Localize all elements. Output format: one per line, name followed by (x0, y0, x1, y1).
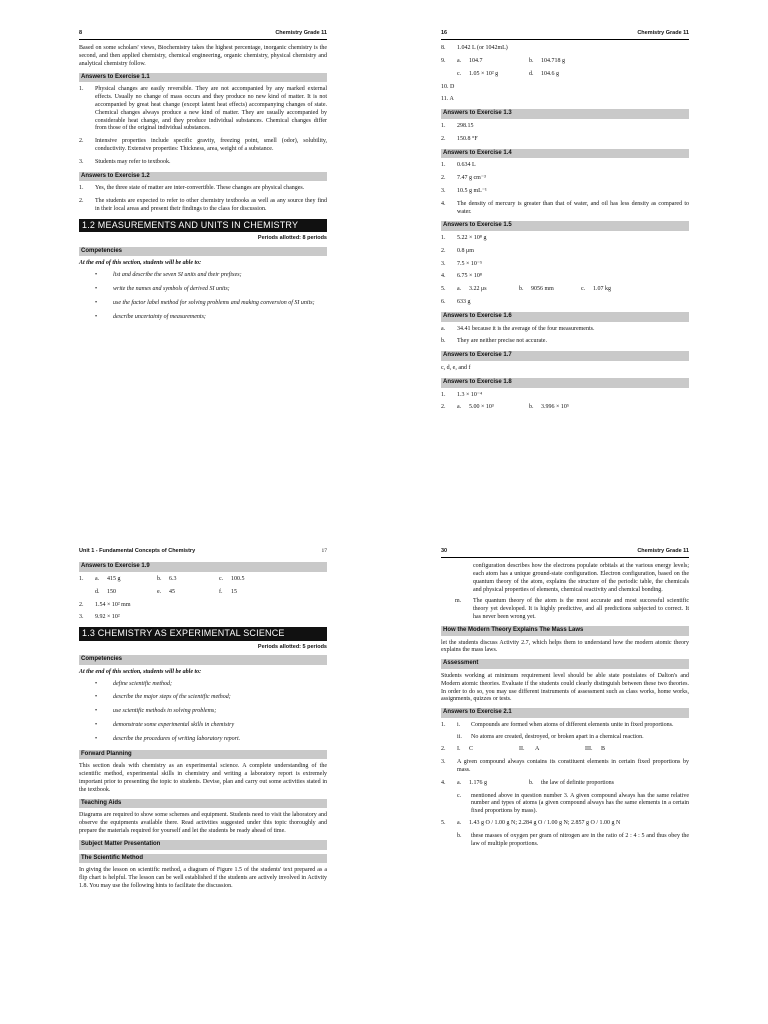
page-number: 30 (441, 548, 448, 554)
section-title: 1.2 MEASUREMENTS AND UNITS IN CHEMISTRY (79, 219, 327, 233)
answers-heading: Answers to Exercise 1.7 (441, 351, 689, 361)
answer-item: 4. 6.75 × 10⁸ (441, 273, 482, 280)
answer-item: 1. 5.22 × 10⁸ g (441, 235, 487, 242)
answer-item: 10. D (441, 83, 455, 90)
page-header (79, 30, 327, 40)
bullet-item: • describe the major steps of the scientific method; (95, 694, 231, 701)
answer-item: 4. a. 1.176 g b. the law of definite proportions (441, 779, 614, 786)
answer-item: 1. a. 415 g b. 6.3 c. 100.5 (79, 575, 245, 582)
answer-item: d. 150 e. 45 f. 15 (95, 588, 237, 595)
bullet-item: • write the names and symbols of derived SI units; (95, 285, 230, 292)
answer-item: 2. 7.47 g cm⁻³ (441, 175, 486, 182)
answer-item: c. 1.05 × 10² g d. 104.6 g (457, 70, 559, 77)
page-30 (441, 548, 689, 852)
answer-item: b. these masses of oxygen per gram of nitrogen are in the ratio of 2 : 4 : 5 and thus obey the law of multiple proportions. (457, 832, 689, 847)
forward-planning-heading: Forward Planning (79, 750, 327, 760)
answers-heading: Answers to Exercise 1.5 (441, 221, 689, 231)
bullet-item: • define scientific method; (95, 680, 172, 687)
answer-item: 3. A given compound always contains its constituent elements in certain fixed proportions by mass. (441, 759, 689, 774)
answer-item: 2. a. 5.00 × 10³ b. 3.996 × 10⁵ (441, 404, 569, 411)
answer-item: 5. a. 1.43 g O / 1.00 g N; 2.284 g O / 1.00 g N; 2.857 g O / 1.00 g N (441, 820, 621, 827)
bullet-icon: • (95, 680, 98, 687)
answer-item: 2. 0.8 μm (441, 247, 474, 254)
answer-item: 3. 7.5 × 10⁻⁵ (441, 260, 483, 267)
answer-item: 1. Physical changes are easily reversible. They are not accompanied by any marked external effects. Usually no change of mass occurs and they produce no new kind of matter. It is not accompanied by great heat change (except latent heat effects) accompanying changes of state. Chemical changes always produce a new kind of matter. They are usually accompanied by considerable heat change, and they produce individual substances. Chemical changes differ from those of the original individual substances. (79, 86, 327, 132)
answers-heading: Answers to Exercise 1.3 (441, 109, 689, 119)
answer-item: 3. Students may refer to textbook. (79, 158, 171, 165)
periods-allotted: Periods allotted: 5 periods (257, 643, 327, 650)
answer-item: 3. 9.92 × 10² (79, 614, 120, 621)
bullet-item: • list and describe the seven SI units and their prefixes; (95, 272, 242, 279)
competencies-heading: Competencies (79, 655, 327, 665)
answer-item: 2. The students are expected to refer to other chemistry textbooks as well as any source they find in their local areas and present their findings to the class for discussion. (79, 198, 327, 212)
running-head: Unit 1 - Fundamental Concepts of Chemistry (79, 548, 196, 554)
answer-item: m. The quantum theory of the atom is the most accurate and most successful scientific theory yet developed. It is highly predictive, and all predictions subjected to correct. It has never been wrong yet. (455, 598, 689, 620)
answer-item: 2. 150.8 °F (441, 135, 478, 142)
bullet-item: • describe the procedures of writing laboratory report. (95, 735, 241, 742)
page-17 (79, 548, 327, 895)
assessment-heading: Assessment (441, 659, 689, 669)
competencies-heading: Competencies (79, 247, 327, 257)
bullet-item: • use the factor label method for solving problems and making conversion of SI units; (95, 299, 315, 306)
answers-heading: Answers to Exercise 1.1 (79, 73, 327, 83)
answer-item: 1. 0.634 L (441, 162, 476, 169)
answers-heading: Answers to Exercise 1.8 (441, 378, 689, 388)
page-number: 16 (441, 30, 448, 36)
answer-item: 1. Yes, the three state of matter are inter-convertible. These changes are physical changes. (79, 185, 305, 192)
section-title: 1.3 CHEMISTRY AS EXPERIMENTAL SCIENCE (79, 627, 327, 641)
answer-item: 8. 1.042 L (or 1042mL) (441, 45, 508, 52)
answer-item: c, d, e, and f (441, 365, 471, 372)
bullet-icon: • (95, 285, 98, 292)
answer-item: a. 34.41 because it is the average of the four measurements. (441, 325, 595, 332)
scientific-method-heading: The Scientific Method (79, 854, 327, 864)
forward-planning-text: This section deals with chemistry as an experimental science. A complete understanding of the scientific method, experimental skills in chemistry and writing a laboratory report is extremely important prior to presenting the topic to students. Devise, plan and carry out some activities stated in the textbook. (79, 763, 327, 793)
answer-item: b. They are neither precise not accurate. (441, 338, 547, 345)
answers-heading: Answers to Exercise 1.6 (441, 312, 689, 322)
answer-item: 3. 10.5 g mL⁻¹ (441, 187, 487, 194)
bullet-icon: • (95, 694, 98, 701)
periods-allotted: Periods allotted: 8 periods (257, 235, 327, 242)
page-header (441, 30, 689, 40)
bullet-icon: • (95, 299, 98, 306)
answer-item: 4. The density of mercury is greater than that of water, and oil has less density as compared to water. (441, 200, 689, 215)
answer-item: 2. Intensive properties include specific gravity, freezing point, smell (odor), solubility, conductivity. Extensive properties: Thickness, area, weight of a substance. (79, 138, 327, 152)
bullet-item: • use scientific methods in solving problems; (95, 708, 217, 715)
bullet-item: • describe uncertainty of measurements; (95, 313, 206, 320)
answers-heading: Answers to Exercise 1.4 (441, 149, 689, 159)
page-header (441, 548, 689, 558)
answer-item: 1. 298.15 (441, 122, 474, 129)
answer-item: 1. i. Compounds are formed when atoms of different elements unite in fixed proportions. ii. No atoms are created, destroyed, or broken apart in a chemical reaction. (441, 721, 674, 740)
running-head: Chemistry Grade 11 (637, 30, 689, 36)
subject-matter-heading: Subject Matter Presentation (79, 840, 327, 850)
competencies-intro: At the end of this section, students will be able to: (79, 668, 202, 675)
answers-heading: Answers to Exercise 1.9 (79, 562, 327, 572)
answer-item: 2. 1.54 × 10² mm (79, 601, 131, 608)
answer-item: 2. I. C II. A III. B (441, 746, 606, 753)
page-8 (79, 30, 327, 327)
page-header (79, 548, 327, 557)
answer-item: 1. 1.3 × 10⁻⁴ (441, 391, 483, 398)
competencies-intro: At the end of this section, students will be able to: (79, 260, 202, 267)
answer-item: 11. A (441, 96, 454, 103)
answer-item: 6. 633 g (441, 299, 471, 306)
scientific-method-text: In giving the lesson on scientific method, a diagram of Figure 1.5 of the students' text prepared as a flip chart is helpful. The lesson can be well established if the students are actively involved in Activity 1.8. You may use the following hints to facilitate the discussion. (79, 867, 327, 889)
answers-heading: Answers to Exercise 2.1 (441, 708, 689, 718)
answers-heading: Answers to Exercise 1.2 (79, 172, 327, 182)
page-number: 8 (79, 30, 83, 36)
page-16 (441, 30, 689, 417)
answer-item: 5. a. 3.22 μs b. 9056 mm c. 1.07 kg (441, 286, 611, 293)
answer-item: c. mentioned above in question number 3. A given compound always has the same relative number and types of atoms (a given compound always has the same elements in a certain fixed proportions by mass). (457, 792, 689, 815)
teaching-aids-heading: Teaching Aids (79, 799, 327, 809)
bullet-icon: • (95, 735, 98, 742)
bullet-icon: • (95, 721, 98, 728)
bullet-item: • demonstrate some experimental skills in chemistry (95, 721, 235, 728)
answer-item: 9. a. 104.7 b. 104.718 g (441, 57, 565, 64)
bullet-icon: • (95, 708, 98, 715)
teaching-aids-text: Diagrams are required to show some schemes and equipment. Students need to visit the laboratory and observe the equipments available there. Read activities suggested under this topic thoroughly and prepare the materials required for yourself and let the students be ready ahead of time. (79, 812, 327, 834)
continued-text: configuration describes how the electrons populate orbitals at the various energy levels; each atom has a unique ground-state configuration. Electron configuration, based on the quantum theory of the atom, explains the structure of the periodic table, the chemicals and physical properties of elements, chemical reactivity and chemical bonding. (473, 563, 689, 593)
bullet-icon: • (95, 313, 98, 320)
bullet-icon: • (95, 272, 98, 279)
assessment-text: Students working at minimum requirement level should be able state postulates of Dalton's and Modern atomic theories. Evaluate if the students could clearly distinguish between these two theories. In order to do so, you may use different instruments of assessment such as class works, home works, assignments, quizzes or tests. (441, 672, 689, 703)
intro-paragraph: Based on some scholars' views, Biochemistry takes the highest percentage, inorganic chemistry is the second, and then applied chemistry, chemical engineering, organic chemistry, physical chemistry and analytical chemistry follow. (79, 45, 327, 67)
modern-theory-text: let the students discuss Activity 2.7, which helps them to understand how the modern atomic theory explains the mass laws. (441, 639, 689, 654)
page-number: 17 (321, 548, 327, 554)
running-head: Chemistry Grade 11 (637, 548, 689, 554)
running-head: Chemistry Grade 11 (275, 30, 327, 36)
modern-theory-heading: How the Modern Theory Explains The Mass Laws (441, 626, 689, 636)
